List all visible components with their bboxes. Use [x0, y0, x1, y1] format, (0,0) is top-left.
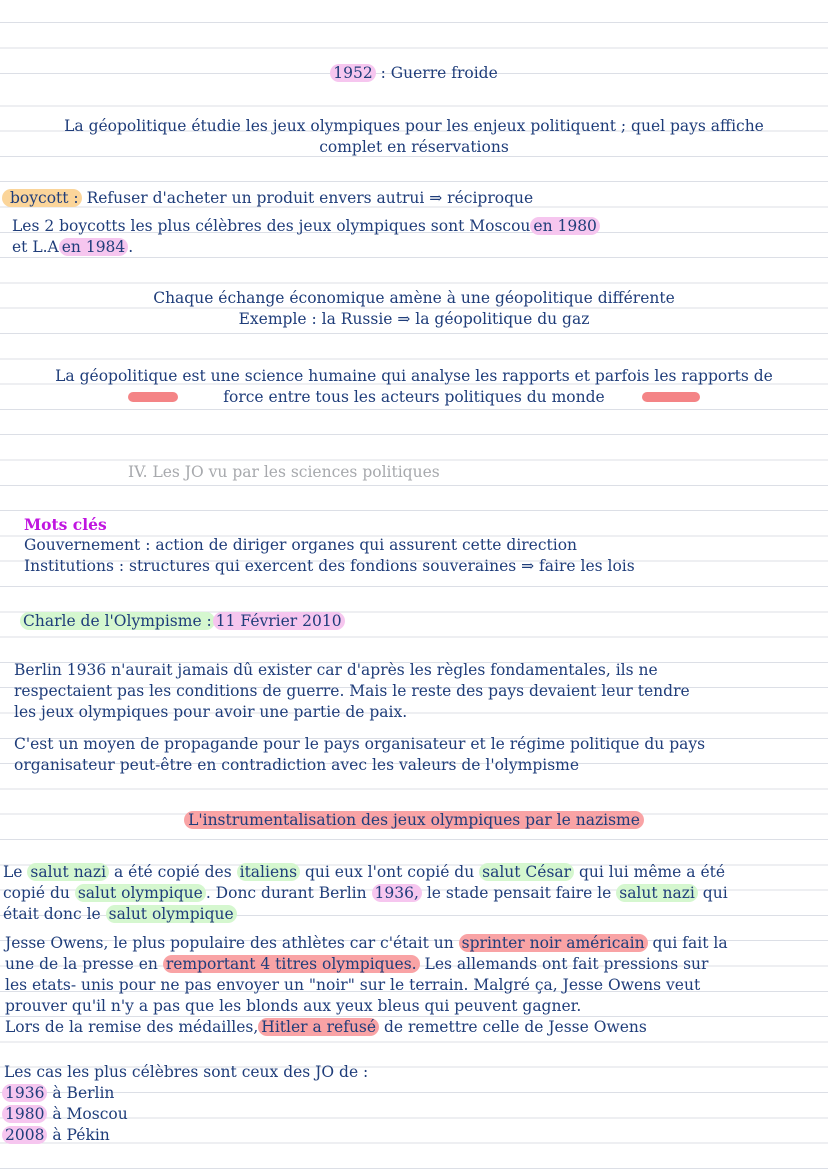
- owens-titres: remportant 4 titres olympiques.: [163, 955, 420, 973]
- salut-line-3: [3, 904, 828, 925]
- title-sep: :: [375, 64, 391, 82]
- boycott-moscou-year: en 1980: [530, 217, 600, 235]
- salut-text: le stade pensait faire le: [421, 884, 617, 902]
- cas-item-pekin: [2, 1125, 828, 1146]
- salut-line-1: [3, 862, 828, 883]
- boycott-la-year: en 1984: [59, 238, 129, 256]
- nazisme-title-line: [0, 810, 828, 831]
- owens-hitler: Hitler a refusé: [258, 1018, 379, 1036]
- owens-line-3: les etats- unis pour ne pas envoyer un "noir" sur le terrain. Malgré ça, Jesse Owens veut: [5, 976, 701, 994]
- cas-year: 1980: [2, 1105, 47, 1123]
- salut-text: . Donc durant Berlin: [205, 884, 372, 902]
- salut-italiens: italiens: [237, 863, 300, 881]
- owens-text: qui fait la: [647, 934, 728, 952]
- salut-text: a été copié des: [109, 863, 237, 881]
- boycotts-text-2: et L.A: [12, 238, 59, 256]
- cas-year: 1936: [2, 1084, 47, 1102]
- definition-line-2: force entre tous les acteurs politiques du monde: [223, 388, 605, 406]
- salut-year: 1936,: [372, 884, 422, 902]
- boycotts-line-1: [12, 216, 828, 237]
- cas-place: à Moscou: [47, 1105, 128, 1123]
- salut-nazi: salut nazi: [27, 863, 109, 881]
- cas-item-berlin: [2, 1083, 828, 1104]
- owens-text: Les allemands ont fait pressions sur: [419, 955, 709, 973]
- salut-nazi: salut nazi: [616, 884, 698, 902]
- salut-olympique: salut olympique: [75, 884, 206, 902]
- boycott-def: Refuser d'acheter un produit envers autrui ⇒ réciproque: [81, 189, 534, 207]
- cas-year: 2008: [2, 1126, 47, 1144]
- salut-text: copié du: [3, 884, 75, 902]
- salut-olympique: salut olympique: [106, 905, 237, 923]
- owens-line-4: prouver qu'il n'y a pas que les blonds aux yeux bleus qui peuvent gagner.: [5, 997, 582, 1015]
- intro-line-1: La géopolitique étudie les jeux olympiques pour les enjeux politiquent ; quel pays affiche: [64, 117, 764, 135]
- berlin-line-1: Berlin 1936 n'aurait jamais dû exister car d'après les règles fondamentales, ils ne: [14, 661, 658, 679]
- section-title: IV. Les JO vu par les sciences politiques: [128, 463, 440, 481]
- salut-line-2: [3, 883, 828, 904]
- title-text: Guerre froide: [390, 64, 498, 82]
- salut-text: qui lui même a été: [574, 863, 726, 881]
- berlin-line-3: les jeux olympiques pour avoir une partie de paix.: [14, 703, 408, 721]
- title-year: 1952: [330, 64, 375, 82]
- owens-sprinter: sprinter noir américain: [459, 934, 648, 952]
- cas-place: à Berlin: [47, 1084, 115, 1102]
- owens-text: Lors de la remise des médailles,: [5, 1018, 259, 1036]
- owens-text: de remettre celle de Jesse Owens: [379, 1018, 647, 1036]
- owens-line-5: [5, 1017, 828, 1038]
- salut-text: qui eux l'ont copié du: [300, 863, 480, 881]
- echange-line-2: Exemple : la Russie ⇒ la géopolitique du gaz: [238, 310, 590, 328]
- title-line: [0, 63, 828, 84]
- propagande-line-1: C'est un moyen de propagande pour le pays organisateur et le régime politique du pays: [14, 735, 706, 753]
- owens-line-1: [5, 933, 828, 954]
- definition-line-1: La géopolitique est une science humaine qui analyse les rapports et parfois les rapports de: [55, 367, 773, 385]
- salut-cesar: salut César: [479, 863, 574, 881]
- charte-label: Charle de l'Olympisme :: [20, 612, 215, 630]
- cas-intro: Les cas les plus célèbres sont ceux des JO de :: [4, 1063, 369, 1081]
- mots-cles-institutions: Institutions : structures qui exercent des fondions souveraines ⇒ faire les lois: [24, 557, 635, 575]
- owens-line-2: [5, 954, 828, 975]
- mots-cles-heading: Mots clés: [24, 515, 107, 534]
- boycott-term: boycott :: [2, 189, 82, 207]
- charte-date: 11 Février 2010: [213, 612, 345, 630]
- salut-text: qui: [697, 884, 728, 902]
- boycotts-text-1: Les 2 boycotts les plus célèbres des jeux olympiques sont Moscou: [12, 217, 531, 235]
- nazisme-title: L'instrumentalisation des jeux olympiques par le nazisme: [184, 811, 644, 829]
- cas-place: à Pékin: [47, 1126, 110, 1144]
- owens-text: une de la presse en: [5, 955, 163, 973]
- owens-text: Jesse Owens, le plus populaire des athlètes car c'était un: [5, 934, 459, 952]
- boycott-definition: [2, 188, 828, 209]
- boycotts-line-2: [12, 237, 828, 258]
- cas-item-moscou: [2, 1104, 828, 1125]
- charte-line: [20, 611, 828, 632]
- berlin-line-2: respectaient pas les conditions de guerre. Mais le reste des pays devaient leur tendre: [14, 682, 690, 700]
- salut-text: Le: [3, 863, 28, 881]
- mots-cles-gouvernement: Gouvernement : action de diriger organes qui assurent cette direction: [24, 536, 578, 554]
- echange-line-1: Chaque échange économique amène à une géopolitique différente: [153, 289, 675, 307]
- salut-text: était donc le: [3, 905, 106, 923]
- propagande-line-2: organisateur peut-être en contradiction avec les valeurs de l'olympisme: [14, 756, 580, 774]
- intro-line-2: complet en réservations: [319, 138, 509, 156]
- boycotts-period: .: [128, 238, 134, 256]
